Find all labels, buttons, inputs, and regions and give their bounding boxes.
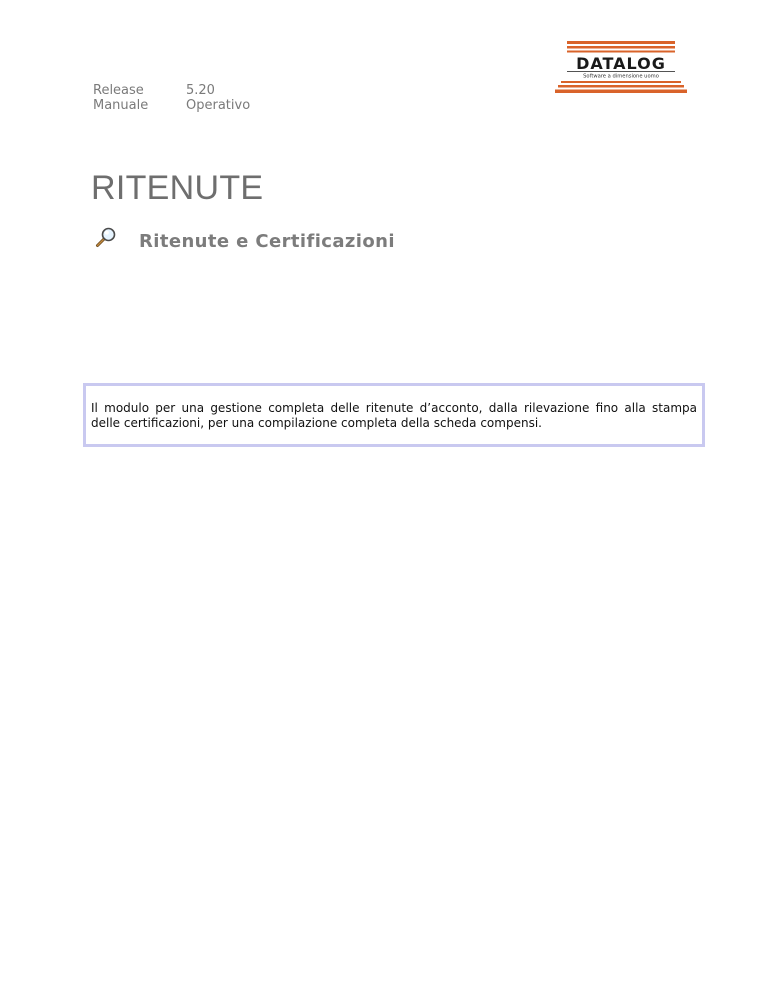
logo-stripe-bottom-2	[558, 85, 684, 88]
description-box	[83, 383, 705, 447]
meta-value-release: 5.20	[186, 83, 215, 98]
meta-row-manuale	[93, 98, 250, 113]
description-text: Il modulo per una gestione completa delle ritenute d’acconto, dalla rilevazione fino alla stampa delle certificazioni, per una compilazione completa della scheda compensi.	[91, 401, 697, 430]
logo-stripe-bottom-1	[561, 81, 681, 83]
datalog-logo	[555, 41, 687, 93]
logo-tagline: Software a dimensione uomo	[583, 73, 659, 80]
logo-stripe-bottom-3	[555, 90, 687, 94]
document-title: RITENUTE	[91, 169, 264, 207]
section-title: Ritenute e Certificazioni	[139, 231, 395, 252]
meta-row-release	[93, 83, 250, 98]
meta-label-release: Release	[93, 83, 144, 98]
logo-stripe-top-1	[567, 41, 675, 44]
meta-label-manuale: Manuale	[93, 98, 149, 113]
document-meta	[93, 83, 250, 113]
magnifier-icon	[94, 225, 118, 249]
meta-value-manuale: Operativo	[186, 98, 251, 113]
logo-wordmark: DATALOG	[576, 54, 666, 73]
logo-stripe-top-2	[567, 46, 675, 49]
logo-stripe-top-3	[567, 51, 675, 53]
